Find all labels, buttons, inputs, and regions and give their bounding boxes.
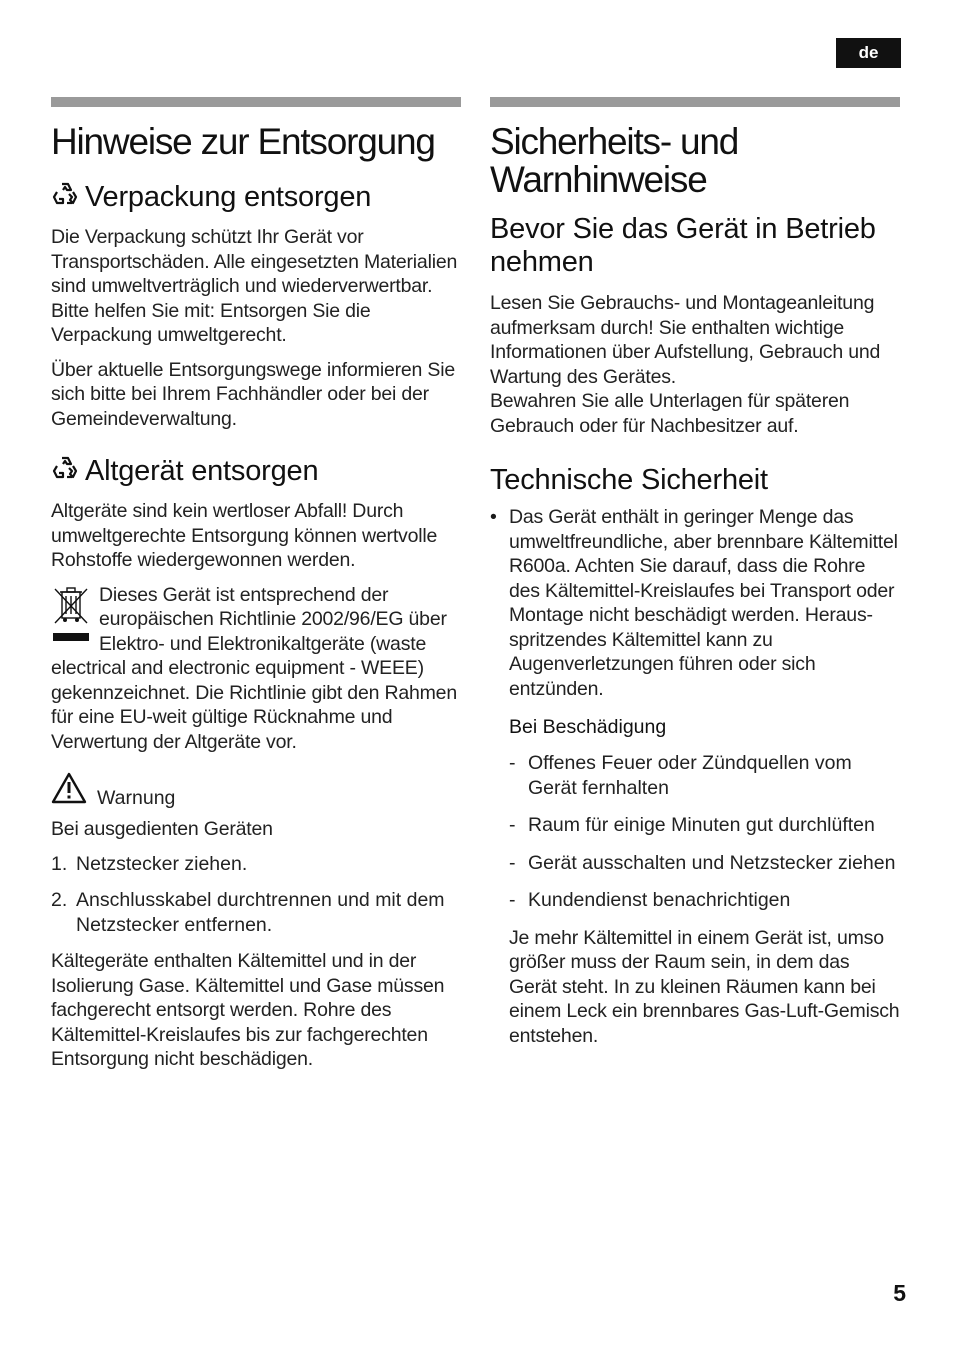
list-item: - Gerät ausschalten und Netzstecker ziehen [509,851,896,874]
weee-text: Dieses Gerät ist entsprechend der europäischen Richtlinie 2002/96/EG über Elektro- und Elektronikaltgeräte (waste electrical and electronic equipment - WEEE) gekennzeichnet. Die Richtlinie gibt den Rahmen für eine EU-weit gültige Rücknahme und Verwertung der Altgeräte vor. [51,583,457,753]
step-text: Anschlusskabel durchtrennen und mit dem Netzstecker entfernen. [76,889,445,936]
safety-title: Sicherheits- und Warnhinweise [490,121,739,200]
list-item: - Raum für einige Minuten gut durchlüften [509,814,875,836]
recycle-icon [51,181,79,217]
warning-label: Warnung [97,787,176,809]
before-use-para-1: Lesen Sie Gebrauchs- und Montageanleitung aufmerksam durch! Sie enthalten wichtige Informationen über Aufstellung, Gebrauch und Wartung des Gerätes. [490,292,881,388]
disposal-title: Hinweise zur Entsorgung [51,121,435,162]
weee-block [51,583,461,755]
recycle-icon [51,455,79,491]
list-item [490,505,900,701]
warning-intro: Bei ausgedienten Geräten [51,818,273,840]
list-item [51,852,461,877]
old-appliance-heading-text: Altgerät entsorgen [85,455,319,487]
damage-step-text: Raum für einige Minuten gut durchlüften [528,814,875,836]
list-item: - Kundendienst benachrichtigen [509,889,791,911]
list-item [51,888,461,937]
step-number: 1. [51,852,68,875]
damage-steps [509,751,900,913]
tech-safety-closing: Je mehr Kältemittel in einem Gerät ist, umso größer muss der Raum sein, in dem das Gerät steht. In zu kleinen Räumen kann bei einem Leck ein brennbares Gas-Luft-Gemisch entstehen. [509,926,900,1047]
tech-safety-heading: Technische Sicherheit [490,464,768,496]
step-text: Netzstecker ziehen. [76,852,248,875]
language-badge: de [836,38,901,68]
crossed-bin-icon [51,583,91,645]
packaging-para-1: Die Verpackung schützt Ihr Gerät vor Transportschäden. Alle eingesetzten Materialien sind umweltverträglich und wiederverwertbar. Bitte helfen Sie mit: Entsorgen Sie die Verpackung umweltgerecht. [51,226,458,346]
before-use-heading: Bevor Sie das Gerät in Betrieb nehmen [490,213,876,278]
old-appliance-heading [51,455,461,491]
tech-safety-text: Das Gerät enthält in geringer Menge das umweltfreundliche, aber brennbare Kältemittel R600a. Achten Sie darauf, dass die Rohre des Kältemittel-Kreislaufes bei Transport oder Montage nicht beschädigt werden. Herausspritzendes Kältemittel kann zu Augenverletzungen führen oder sich entzünden. [509,506,898,700]
page-number: 5 [893,1280,906,1306]
damage-step-text: Kundendienst benachrichtigen [528,889,791,911]
warning-triangle-icon [51,772,87,809]
packaging-heading [51,181,461,217]
packaging-heading-text: Verpackung entsorgen [85,181,372,213]
damage-label: Bei Beschädigung [509,716,667,738]
bullet-marker: • [490,506,497,528]
section-rule [51,97,461,107]
packaging-para-2: Über aktuelle Entsorgungswege informieren Sie sich bitte bei Ihrem Fachhändler oder bei der Gemeindeverwaltung. [51,358,455,430]
damage-section [490,715,900,1048]
warning-closing: Kältegeräte enthalten Kältemittel und in der Isolierung Gase. Kältemittel und Gase müssen fachgerecht entsorgt werden. Rohre des Kältemittel-Kreislaufes bis zur fachgerechten Entsorgung nicht beschädigen. [51,950,445,1070]
old-appliance-para-1: Altgeräte sind kein wertloser Abfall! Durch umweltgerechte Entsorgung können wertvolle Rohstoffe wiedergewonnen werden. [51,500,438,571]
damage-step-text: Offenes Feuer oder Zündquellen vom Gerät fernhalten [528,752,852,799]
warning-header [51,772,461,809]
list-item: - Offenes Feuer oder Zündquellen vom Gerät fernhalten [509,752,852,799]
disposal-steps [51,852,461,938]
step-number: 2. [51,889,68,911]
damage-step-text: Gerät ausschalten und Netzstecker ziehen [528,851,896,874]
left-column [51,97,461,1082]
before-use-para-2: Bewahren Sie alle Unterlagen für späteren Gebrauch oder für Nachbesitzer auf. [490,390,850,437]
right-column [490,97,900,1058]
section-rule [490,97,900,107]
